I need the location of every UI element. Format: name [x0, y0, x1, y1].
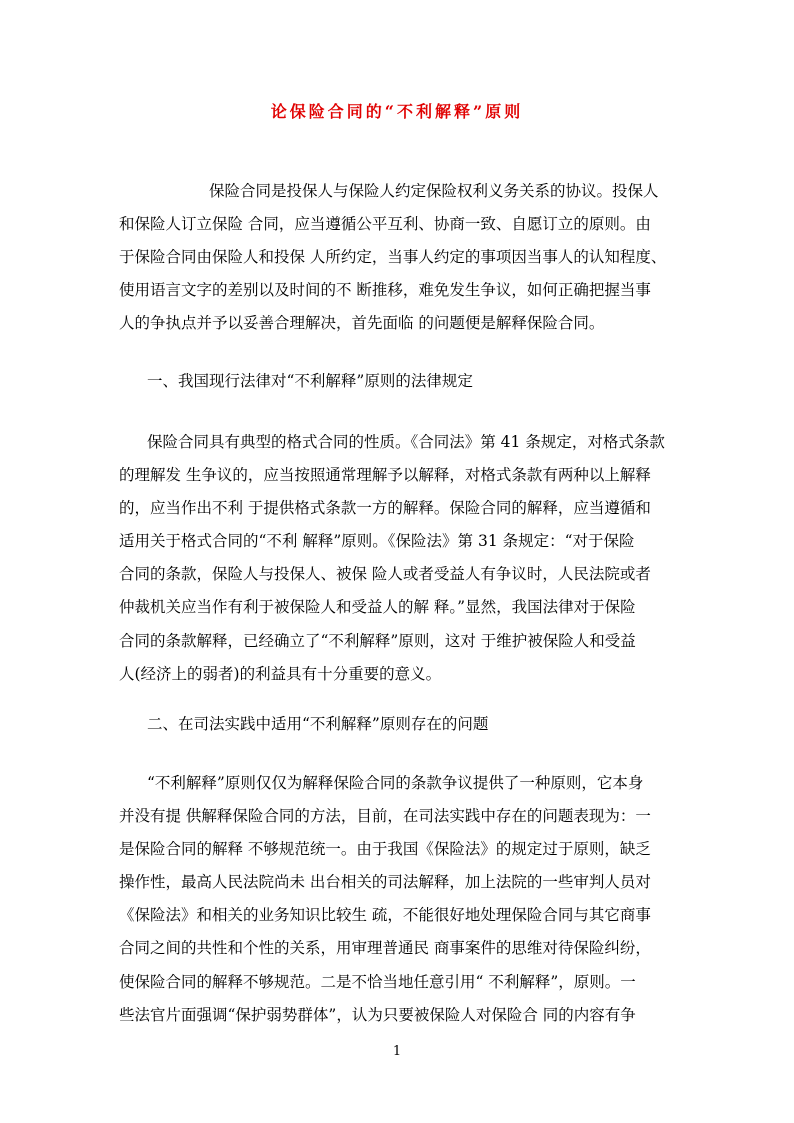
paragraph-line: 保险合同是投保人与保险人约定保险权利义务关系的协议。投保人	[209, 182, 659, 200]
paragraph-line: 人的争执点并予以妥善合理解决，首先面临 的问题便是解释保险合同。	[119, 314, 605, 333]
paragraph-line: 并没有提 供解释保险合同的方法，目前，在司法实践中存在的问题表现为：一	[119, 807, 651, 826]
intro-paragraph	[119, 175, 679, 340]
paragraph-line: 保险合同具有典型的格式合同的性质。《合同法》第 41 条规定，对格式条款	[147, 433, 665, 451]
page-number: 1	[392, 1044, 402, 1059]
paragraph-line: 使用语言文字的差别以及时间的不 断推移，难免发生争议，如何正确把握当事	[119, 281, 651, 300]
paragraph-line: 些法官片面强调“保护弱势群体”，认为只要被保险人对保险合 同的内容有争	[119, 1005, 636, 1024]
paragraph-line: 的，应当作出不利 于提供格式条款一方的解释。保险合同的解释，应当遵循和	[119, 499, 651, 518]
paragraph-line: 和保险人订立保险 合同，应当遵循公平互利、协商一致、自愿订立的原则。由	[119, 215, 651, 234]
paragraph-line: 是保险合同的解释 不够规范统一。由于我国《保险法》的规定过于原则，缺乏	[119, 840, 651, 859]
section-1-heading: 一、我国现行法律对“不利解释”原则的法律规定	[147, 372, 473, 390]
paragraph-line: 人(经济上的弱者)的利益具有十分重要的意义。	[119, 664, 442, 683]
paragraph-line: 合同之间的共性和个性的关系，用审理普通民 商事案件的思维对待保险纠纷，	[119, 939, 651, 958]
document-title: 论保险合同的“不利解释”原则	[270, 102, 524, 121]
paragraph-line: 操作性，最高人民法院尚未 出台相关的司法解释，加上法院的一些审判人员对	[119, 873, 651, 892]
paragraph-line: 合同的条款解释，已经确立了“不利解释”原则，这对 于维护被保险人和受益	[119, 631, 636, 650]
section-2-heading: 二、在司法实践中适用“不利解释”原则存在的问题	[147, 715, 489, 733]
paragraph-line: 合同的条款，保险人与投保人、被保 险人或者受益人有争议时，人民法院或者	[119, 565, 651, 584]
section-1-paragraph	[119, 426, 679, 691]
paragraph-line: 适用关于格式合同的“不利 解释”原则。《保险法》第 31 条规定：“对于保险	[119, 532, 635, 551]
paragraph-line: 仲裁机关应当作有利于被保险人和受益人的解 释。”显然，我国法律对于保险	[119, 598, 636, 617]
paragraph-line: 于保险合同由保险人和投保 人所约定，当事人约定的事项因当事人的认知程度、	[119, 248, 667, 267]
paragraph-line: “不利解释”原则仅仅为解释保险合同的条款争议提供了一种原则，它本身	[147, 774, 644, 792]
section-2-paragraph	[119, 767, 679, 1032]
paragraph-line: 使保险合同的解释不够规范。二是不恰当地任意引用“ 不利解释”，原则。一	[119, 972, 636, 991]
paragraph-line: 的理解发 生争议的，应当按照通常理解予以解释，对格式条款有两种以上解释	[119, 466, 651, 485]
paragraph-line: 《保险法》和相关的业务知识比较生 疏，不能很好地处理保险合同与其它商事	[119, 906, 651, 925]
